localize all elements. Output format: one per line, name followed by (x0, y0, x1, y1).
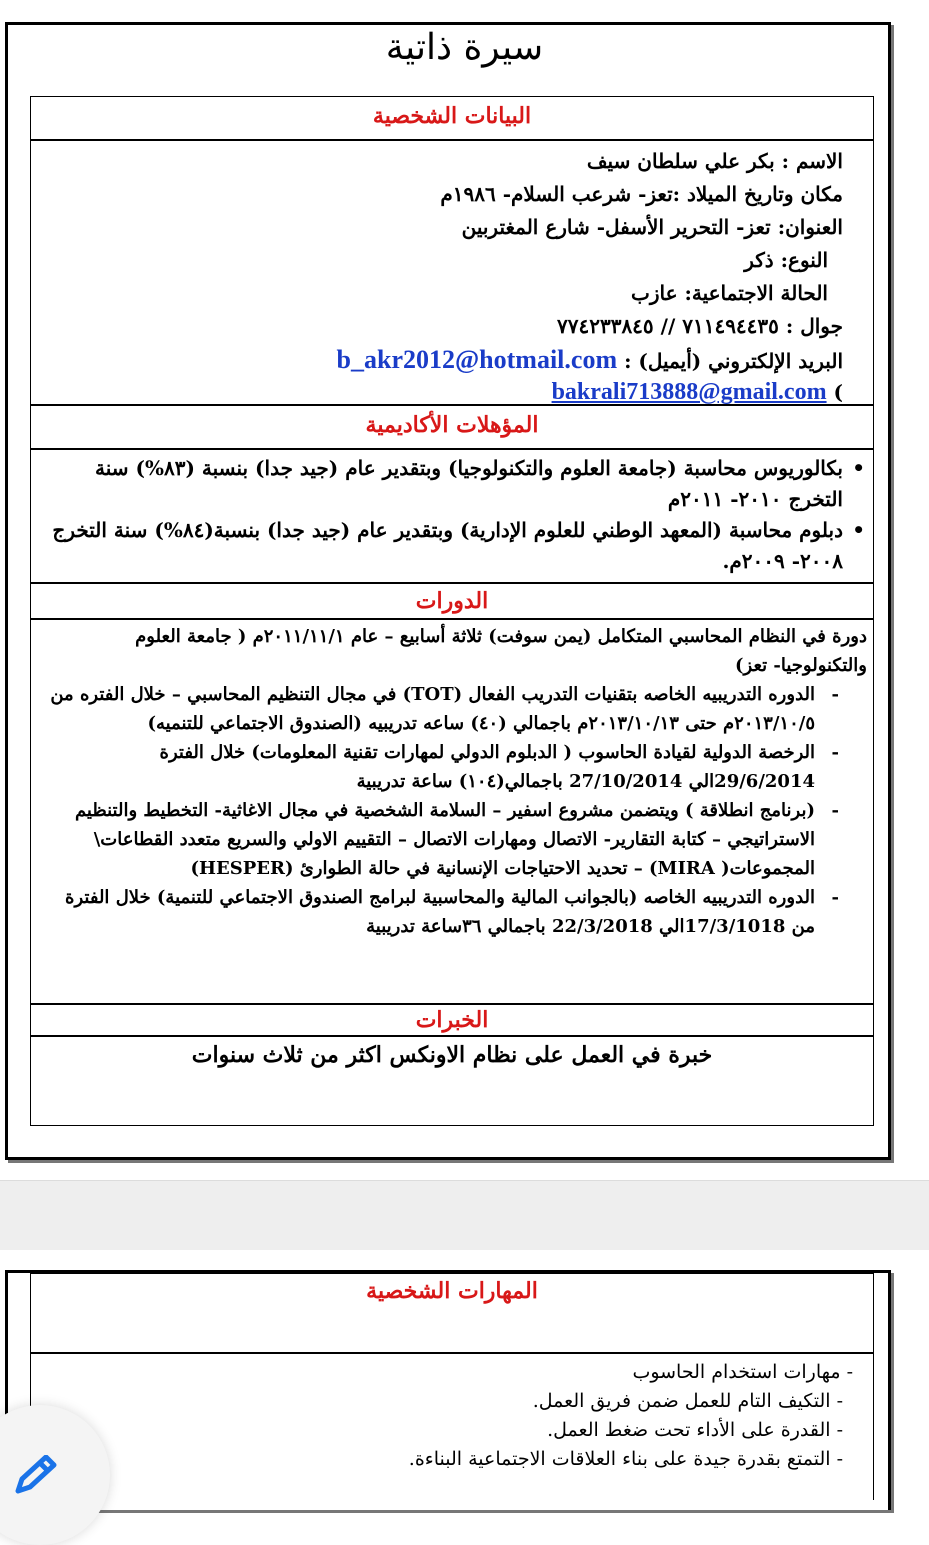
course-text: الرخصة الدولية لقيادة الحاسوب ( الدبلوم الدولي لمهارات تقنية المعلومات) خلال الفترة 29/6/2014الي 27/10/2014 باجمالي(١٠٤) ساعة تدريبية (159, 742, 815, 792)
course-item (31, 796, 873, 883)
document-title: سيرة ذاتية (385, 27, 544, 68)
personal-body-cell (30, 140, 874, 405)
bullet-icon: • (852, 518, 865, 542)
course-item (31, 883, 873, 941)
qualification-item (31, 515, 873, 577)
courses-header-cell (30, 583, 874, 619)
email-label: البريد الإلكتروني (أيميل) : (624, 349, 843, 373)
skill-item: - القدرة على الأداء تحت ضغط العمل. (547, 1419, 843, 1441)
email-gmail[interactable]: bakrali713888@gmail.com (551, 379, 827, 405)
courses-header: الدورات (415, 588, 489, 614)
personal-phone: جوال : ٧١١٤٩٤٤٣٥ // ٧٧٤٢٣٣٨٤٥ (556, 314, 843, 338)
personal-name: الاسم : بكر علي سلطان سيف (586, 149, 843, 173)
bullet-icon: • (852, 456, 865, 480)
academic-header-cell (30, 405, 874, 449)
course-item (31, 738, 873, 796)
dash-icon: - (831, 800, 839, 821)
skill-item: - التمتع بقدرة جيدة على بناء العلاقات الاجتماعية البناءة. (408, 1448, 843, 1470)
course-item (31, 680, 873, 738)
edit-pencil-icon[interactable] (12, 1455, 62, 1495)
course-text: دورة في النظام المحاسبي المتكامل (يمن سوفت) ثلاثة أسابيع – عام ٢٠١١/١١/١م ( جامعة العلوم والتكنولوجيا- تعز) (135, 626, 867, 676)
document-page-2 (0, 1250, 929, 1500)
course-text: (برنامج انطلاقة ) ويتضمن مشروع اسفير – السلامة الشخصية في مجال الاغاثية- التخطيط والتنظيم الاستراتيجي – كتابة التقارير- الاتصال ومهارات الاتصال – التقييم الاولي والسريع متعدد القطاعات\ المجموعات( MIRA) – تحديد الاحتياجات الإنسانية في حالة الطوارئ (HESPER) (74, 800, 815, 879)
experience-text: خبرة في العمل على نظام الاونكس اكثر من ثلاث سنوات (191, 1042, 713, 1068)
skills-header: المهارات الشخصية (366, 1278, 538, 1304)
personal-marital: الحالة الاجتماعية: عازب (630, 281, 828, 305)
email-hotmail[interactable]: b_akr2012@hotmail.com (336, 345, 618, 374)
dash-icon: - (831, 742, 839, 763)
page-gap (0, 1180, 929, 1252)
personal-email-row (31, 343, 873, 378)
experience-header-cell (30, 1004, 874, 1036)
dash-icon: - (831, 887, 839, 908)
personal-address: العنوان: تعز- التحرير الأسفل- شارع المغتربين (461, 215, 843, 239)
personal-birth: مكان وتاريخ الميلاد :تعز- شرعب السلام- ١٩٨٦م (440, 182, 843, 206)
experience-body-cell (30, 1036, 874, 1126)
personal-email2-row (31, 378, 873, 406)
qualification-item (31, 453, 873, 515)
qualification-text: بكالوريوس محاسبة (جامعة العلوم والتكنولوجيا) وبتقدير عام (جيد جدا) بنسبة (٨٣%) سنة التخرج ٢٠١٠- ٢٠١١م (95, 456, 843, 511)
course-text: الدوره التدريبيه الخاصه (بالجوانب المالية والمحاسبية لبرامج الصندوق الاجتماعي للتنمية) خلال الفترة من 17/3/1018الي 22/3/2018 باجمالي ٣٦ساعة تدريبية (65, 887, 815, 937)
email2-paren: ) (833, 380, 843, 404)
skill-item: - مهارات استخدام الحاسوب (632, 1361, 853, 1383)
dash-icon: - (831, 684, 839, 705)
qualification-text: دبلوم محاسبة (المعهد الوطني للعلوم الإدارية) وبتقدير عام (جيد جدا) بنسبة(٨٤%) سنة التخرج ٢٠٠٨- ٢٠٠٩م. (52, 518, 843, 573)
course-text: الدوره التدريبيه الخاصه بتقنيات التدريب الفعال (TOT) في مجال التنظيم المحاسبي – خلال الفتره من ٢٠١٣/١٠/٥م حتى ٢٠١٣/١٠/١٣م باجمالي (٤٠) ساعه تدريبيه (الصندوق الاجتماعي للتنميه) (50, 684, 815, 734)
personal-header: البيانات الشخصية (372, 103, 532, 129)
course-item (31, 622, 873, 680)
academic-body-cell (30, 449, 874, 583)
courses-body-cell (30, 619, 874, 1004)
skill-item: - التكيف التام للعمل ضمن فريق العمل. (532, 1390, 843, 1412)
skills-body-cell (30, 1353, 874, 1500)
skills-header-cell (30, 1273, 874, 1353)
personal-header-cell (30, 96, 874, 140)
academic-header: المؤهلات الأكاديمية (365, 412, 539, 438)
personal-gender: النوع: ذكر (744, 248, 828, 272)
experience-header: الخبرات (415, 1007, 489, 1033)
